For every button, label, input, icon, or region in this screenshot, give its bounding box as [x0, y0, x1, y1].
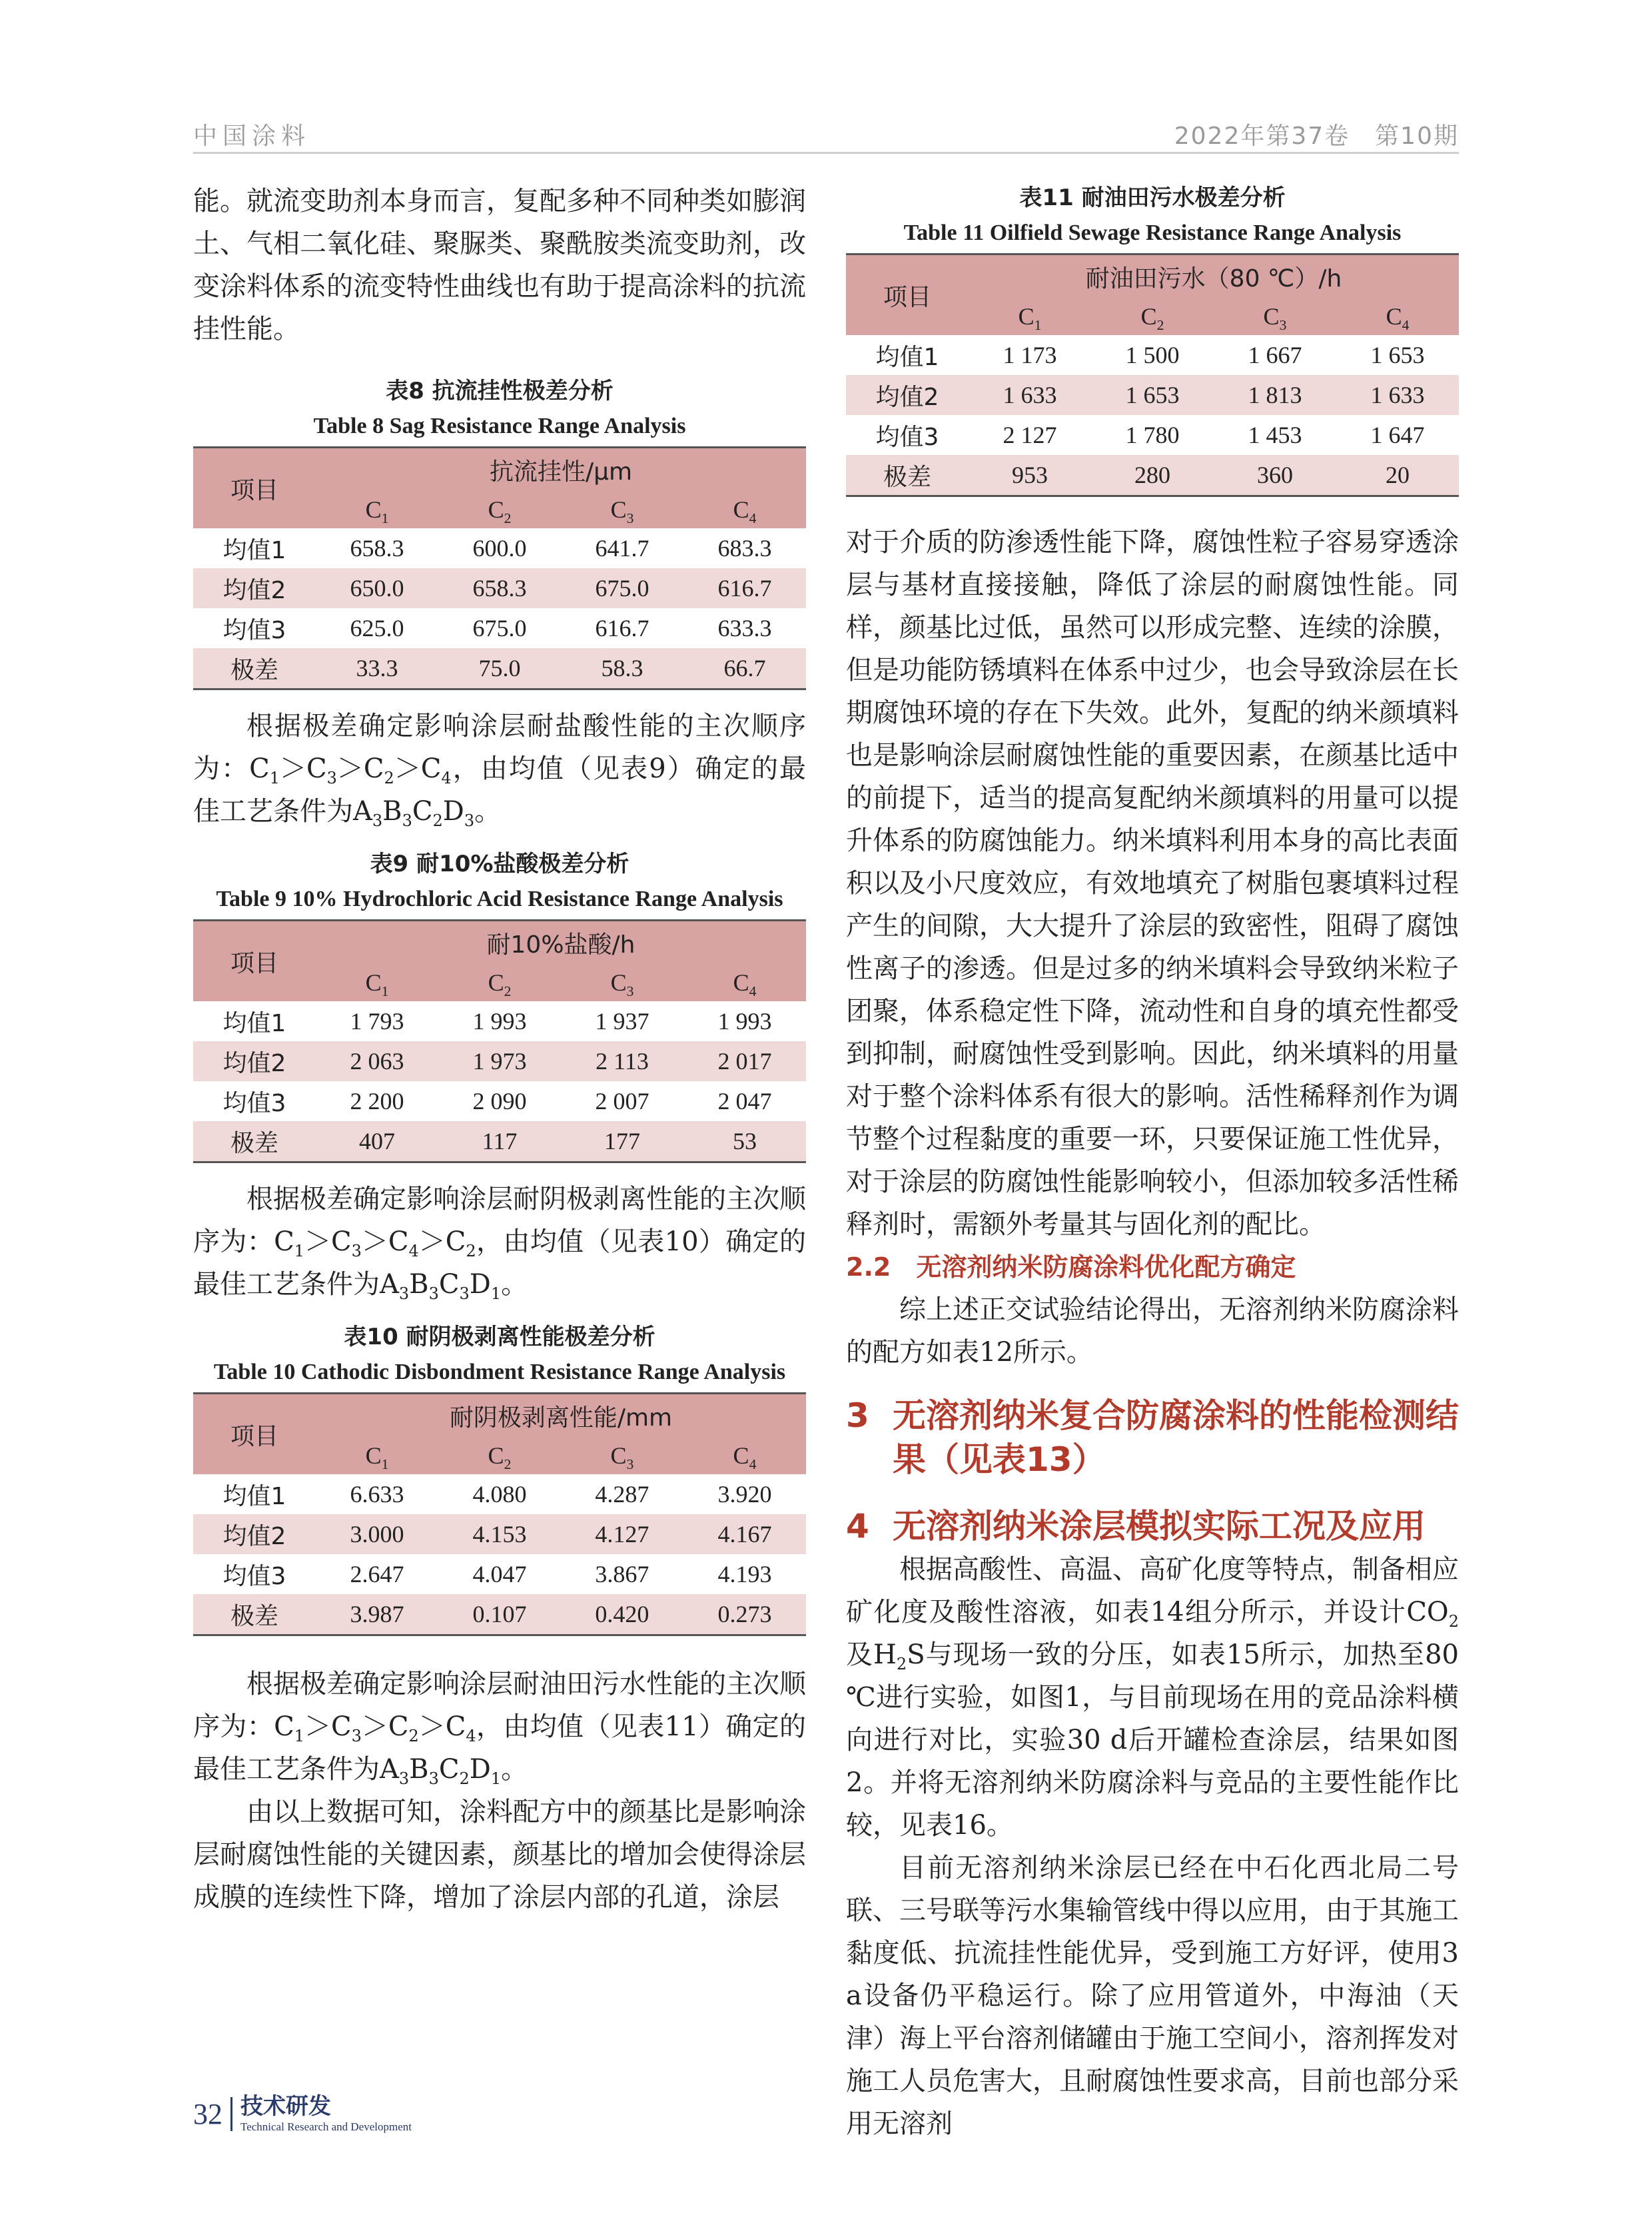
issue-info: 2022年第37卷 第10期 — [1174, 123, 1459, 150]
table-caption-en: Table 9 10% Hydrochloric Acid Resistance Range Analysis — [216, 887, 783, 911]
table-cell: 1 647 — [1370, 422, 1425, 448]
table-row-label: 均值3 — [222, 1562, 286, 1590]
table-cell: 625.0 — [350, 615, 404, 642]
table-cell: 2 200 — [350, 1088, 404, 1114]
table-cell: 4.167 — [717, 1521, 772, 1548]
table-column-header: $C_4$ — [1386, 303, 1410, 334]
table-cell: 1 453 — [1248, 422, 1302, 448]
table-row — [193, 528, 806, 568]
paragraph: 根据高酸性、高温、高矿化度等特点，制备相应矿化度及酸性溶液，如表14组分所示，并设计$CO_2$及$H_2S$与现场一致的分压，如表15所示，加热至80 ℃进行实验，如图1，与目前现场在用的竞品涂料横向进行对比，实验30 d后开罐检查涂层，结果如图2。并将无溶剂纳米防腐涂料与竞品的主要性能作比较，见表16。 — [846, 1554, 1459, 1841]
table-row-label: 极差 — [230, 1602, 278, 1630]
table-column-header: $C_4$ — [733, 969, 757, 1000]
table-cell: 1 667 — [1248, 342, 1302, 368]
range-table — [193, 446, 806, 690]
table-column-header: $C_3$ — [610, 1442, 634, 1473]
subsection-heading: 2.2 无溶剂纳米防腐涂料优化配方确定 — [846, 1252, 1296, 1282]
table-cell: 2 007 — [595, 1088, 649, 1114]
table-cell: 2 127 — [1003, 422, 1057, 448]
table-cell: 53 — [733, 1128, 757, 1154]
table-cell: 66.7 — [723, 655, 766, 681]
table-row — [193, 1554, 806, 1594]
table-header-item: 项目 — [230, 476, 278, 504]
table-row — [846, 415, 1459, 455]
paragraph: 目前无溶剂纳米涂层已经在中石化西北局二号联、三号联等污水集输管线中得以应用，由于其施工黏度低、抗流挂性能优异，受到施工方好评，使用3 a设备仍平稳运行。除了应用管道外，中海油（天津）海上平台溶剂储罐由于施工空间小，溶剂挥发对施工人员危害大，且耐腐蚀性要求高，目前也部分采用无溶剂 — [846, 1853, 1459, 2139]
table-column-header: $C_3$ — [610, 969, 634, 1000]
table-row — [193, 1081, 806, 1121]
table-cell: 3.920 — [717, 1481, 772, 1508]
table-column-header: $C_2$ — [1140, 303, 1164, 334]
page-header — [193, 112, 1459, 154]
table-cell: 675.0 — [595, 575, 649, 602]
section-title: 无溶剂纳米涂层模拟实际工况及应用 — [893, 1507, 1426, 1546]
table-row — [193, 1474, 806, 1514]
table-cell: 2.647 — [350, 1561, 404, 1587]
table-cell: 633.3 — [717, 615, 772, 642]
table-cell: 658.3 — [350, 535, 404, 562]
table-row-label: 均值2 — [875, 383, 939, 411]
table-row-label: 均值2 — [222, 576, 286, 604]
table-row — [193, 1514, 806, 1554]
table-cell: 3.000 — [350, 1521, 404, 1548]
table-cell: 1 813 — [1248, 382, 1302, 408]
table-row — [193, 1001, 806, 1041]
table-cell: 1 633 — [1003, 382, 1057, 408]
paragraph: 能。就流变助剂本身而言，复配多种不同种类如膨润土、气相二氧化硅、聚脲类、聚酰胺类流变助剂，改变涂料体系的流变特性曲线也有助于提高涂料的抗流挂性能。 — [193, 186, 806, 344]
table-cell: 20 — [1385, 462, 1410, 488]
table-cell: 6.633 — [350, 1481, 404, 1508]
table-cell: 33.3 — [356, 655, 398, 681]
table-row-label: 均值2 — [222, 1049, 286, 1077]
table-cell: 4.153 — [472, 1521, 527, 1548]
table-cell: 0.273 — [717, 1601, 772, 1627]
table-row — [193, 1594, 806, 1635]
table-row-label: 极差 — [230, 656, 278, 684]
table-cell: 1 653 — [1370, 342, 1425, 368]
table-cell: 360 — [1256, 462, 1293, 488]
range-table — [193, 919, 806, 1163]
table-row-label: 均值3 — [222, 616, 286, 644]
journal-name: 中国涂料 — [193, 123, 311, 150]
table-caption — [193, 373, 806, 444]
table-column-header: $C_4$ — [733, 496, 757, 527]
table-row-label: 均值1 — [222, 1482, 286, 1510]
table-cell: 600.0 — [472, 535, 527, 562]
table-column-header: $C_2$ — [488, 496, 512, 527]
section-title: 无溶剂纳米复合防腐涂料的性能检测结果（见表13） — [893, 1396, 1459, 1479]
table-cell: 4.080 — [472, 1481, 527, 1508]
footer-section — [240, 2093, 412, 2134]
table-column-header: $C_3$ — [1263, 303, 1287, 334]
table-row — [193, 608, 806, 648]
table-header-group: 耐阴极剥离性能/mm — [449, 1404, 673, 1432]
table-cell: 2 017 — [717, 1048, 772, 1075]
table-column-header: $C_2$ — [488, 969, 512, 1000]
table-cell: 1 793 — [350, 1008, 404, 1035]
table-column-header: $C_1$ — [365, 969, 389, 1000]
table-cell: 177 — [604, 1128, 640, 1154]
table-row-label: 均值3 — [875, 423, 939, 451]
table-header-item: 项目 — [883, 283, 931, 311]
table-cell: 2 047 — [717, 1088, 772, 1114]
table-cell: 280 — [1134, 462, 1170, 488]
table-cell: 1 780 — [1125, 422, 1180, 448]
table-caption-en: Table 11 Oilfield Sewage Resistance Range Analysis — [903, 221, 1402, 245]
table-row — [193, 648, 806, 689]
table-row-label: 均值1 — [875, 343, 939, 371]
table-cell: 658.3 — [472, 575, 527, 602]
table-caption-en: Table 10 Cathodic Disbondment Resistance Range Analysis — [213, 1360, 786, 1384]
table-cell: 953 — [1011, 462, 1048, 488]
table-row — [846, 455, 1459, 496]
table-column-header: $C_2$ — [488, 1442, 512, 1473]
table-cell: 58.3 — [601, 655, 643, 681]
table-row-label: 极差 — [230, 1129, 278, 1157]
table-column-header: $C_4$ — [733, 1442, 757, 1473]
section-heading — [846, 1394, 1459, 1482]
table-caption — [846, 180, 1459, 250]
table-header-group: 耐油田污水（80 ℃）/h — [1085, 264, 1342, 292]
table-cell: 616.7 — [595, 615, 649, 642]
table-header-item: 项目 — [230, 1422, 278, 1450]
table-cell: 1 973 — [472, 1048, 527, 1075]
section-number: 4 — [846, 1507, 869, 1546]
left-column — [193, 180, 806, 1919]
table-cell: 0.107 — [472, 1601, 527, 1627]
table-column-header: $C_1$ — [365, 1442, 389, 1473]
table-cell: 4.287 — [595, 1481, 649, 1508]
table-row — [193, 1041, 806, 1081]
paragraph: 由以上数据可知，涂料配方中的颜基比是影响涂层耐腐蚀性能的关键因素，颜基比的增加会使得涂层成膜的连续性下降，增加了涂层内部的孔道，涂层 — [193, 1797, 806, 1913]
table-column-header: $C_1$ — [1018, 303, 1042, 334]
table-cell: 75.0 — [478, 655, 521, 681]
table-cell: 117 — [482, 1128, 518, 1154]
table-header-group: 耐10%盐酸/h — [486, 931, 635, 959]
table-caption — [193, 846, 806, 917]
table-cell: 675.0 — [472, 615, 527, 642]
table-cell: 407 — [359, 1128, 395, 1154]
table-row-label: 均值3 — [222, 1089, 286, 1117]
table-caption-zh: 表11 耐油田污水极差分析 — [1019, 185, 1286, 211]
table-cell: 3.867 — [595, 1561, 649, 1587]
table-caption-zh: 表8 抗流挂性极差分析 — [386, 378, 614, 404]
paragraph: 根据极差确定影响涂层耐油田污水性能的主次顺序为：$C_1>C_3>C_2>C_4$，由均值（见表11）确定的最佳工艺条件为$A_3B_3C_2D_1$。 — [193, 1669, 806, 1788]
table-cell: 2 113 — [596, 1048, 649, 1075]
table-row — [193, 568, 806, 608]
table-row — [846, 335, 1459, 375]
table-row — [846, 375, 1459, 415]
table-column-header: $C_1$ — [365, 496, 389, 527]
table-cell: 1 993 — [472, 1008, 527, 1035]
table-header-group: 抗流挂性/μm — [489, 458, 633, 486]
section-number: 3 — [846, 1396, 869, 1435]
table-cell: 641.7 — [595, 535, 649, 562]
table-cell: 1 653 — [1125, 382, 1180, 408]
table-caption-en: Table 8 Sag Resistance Range Analysis — [313, 414, 686, 438]
table-cell: 0.420 — [595, 1601, 649, 1627]
paragraph: 综上述正交试验结论得出，无溶剂纳米防腐涂料的配方如表12所示。 — [846, 1294, 1459, 1368]
paragraph: 对于介质的防渗透性能下降，腐蚀性粒子容易穿透涂层与基材直接接触，降低了涂层的耐腐蚀性能。同样，颜基比过低，虽然可以形成完整、连续的涂膜，但是功能防锈填料在体系中过少，也会导致涂层在长期腐蚀环境的存在下失效。此外，复配的纳米颜填料也是影响涂层耐腐蚀性能的重要因素，在颜基比适中的前提下，适当的提高复配纳米颜填料的用量可以提升体系的防腐蚀能力。纳米填料利用本身的高比表面积以及小尺度效应，有效地填充了树脂包裹填料过程产生的间隙，大大提升了涂层的致密性，阻碍了腐蚀性离子的渗透。但是过多的纳米填料会导致纳米粒子团聚，体系稳定性下降，流动性和自身的填充性都受到抑制，耐腐蚀性受到影响。因此，纳米填料的用量对于整个涂料体系有很大的影响。活性稀释剂作为调节整个过程黏度的重要一环，只要保证施工性优异，对于涂层的防腐蚀性能影响较小，但添加较多活性稀释剂时，需额外考量其与固化剂的配比。 — [846, 527, 1459, 1240]
table-cell: 4.193 — [717, 1561, 772, 1587]
table-column-header: $C_3$ — [610, 496, 634, 527]
table-row-label: 均值1 — [222, 1009, 286, 1037]
table-cell: 1 500 — [1125, 342, 1180, 368]
table-cell: 4.047 — [472, 1561, 527, 1587]
table-cell: 1 173 — [1003, 342, 1057, 368]
right-column — [846, 180, 1459, 2145]
range-table — [846, 253, 1459, 497]
table-row-label: 极差 — [883, 463, 931, 491]
table-caption-zh: 表10 耐阴极剥离性能极差分析 — [344, 1324, 655, 1350]
range-table — [193, 1392, 806, 1636]
table-cell: 616.7 — [717, 575, 772, 602]
table-row — [193, 1121, 806, 1162]
paragraph: 根据极差确定影响涂层耐盐酸性能的主次顺序为：$C_1>C_3>C_2>C_4$，由均值（见表9）确定的最佳工艺条件为$A_3B_3C_2D_3$。 — [193, 711, 807, 830]
table-cell: 683.3 — [717, 535, 772, 562]
section-heading — [846, 1504, 1459, 1548]
table-caption — [193, 1319, 806, 1390]
table-cell: 2 090 — [472, 1088, 527, 1114]
footer-section-en: Technical Research and Development — [240, 2120, 412, 2133]
page-footer — [193, 2084, 412, 2144]
table-cell: 650.0 — [350, 575, 404, 602]
table-row-label: 均值1 — [222, 536, 286, 564]
table-cell: 4.127 — [595, 1521, 649, 1548]
table-header-item: 项目 — [230, 949, 278, 977]
paragraph: 根据极差确定影响涂层耐阴极剥离性能的主次顺序为：$C_1>C_3>C_4>C_2$，由均值（见表10）确定的最佳工艺条件为$A_3B_3C_3D_1$。 — [193, 1184, 806, 1303]
table-cell: 2 063 — [350, 1048, 404, 1075]
table-cell: 1 633 — [1370, 382, 1425, 408]
table-cell: 1 937 — [595, 1008, 649, 1035]
page-number: 32 — [193, 2097, 232, 2131]
table-cell: 3.987 — [350, 1601, 404, 1627]
table-caption-zh: 表9 耐10%盐酸极差分析 — [370, 851, 629, 877]
table-cell: 1 993 — [717, 1008, 772, 1035]
footer-section-zh: 技术研发 — [240, 2093, 331, 2120]
table-row-label: 均值2 — [222, 1522, 286, 1550]
